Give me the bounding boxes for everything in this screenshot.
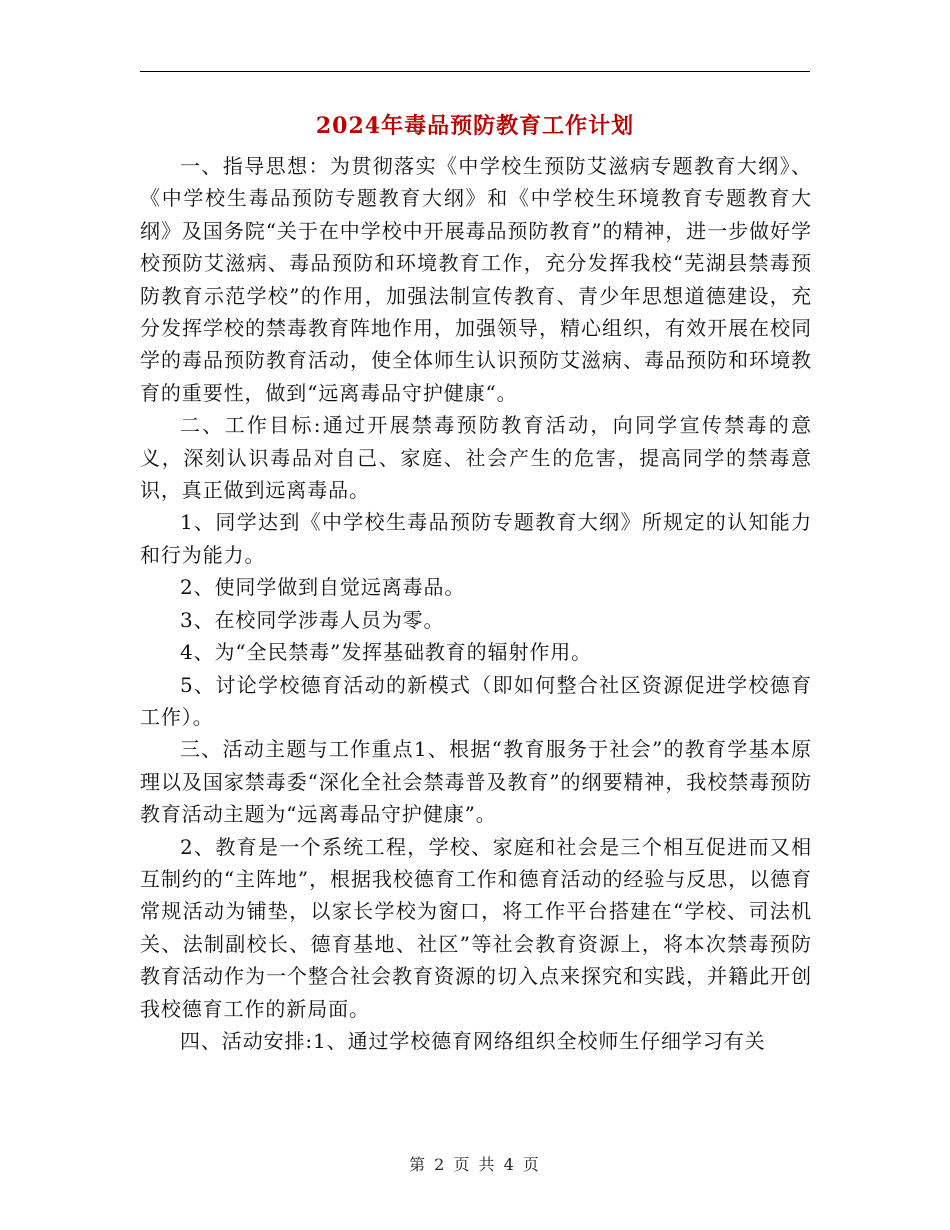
paragraph-goal-4: 4、为“全民禁毒”发挥基础教育的辐射作用。 xyxy=(180,640,593,665)
paragraph-system-engineering: 2、教育是一个系统工程，学校、家庭和社会是三个相互促进而又相互制约的“主阵地”，根据我校德育工作和德育活动的经验与反思，以德育常规活动为铺垫，以家长学校为窗口，将工作平台搭建在“学校、司法机关、法制副校长、德育基地、社区”等社会教育资源上，将本次禁毒预防教育活动作为一个整合社会教育资源的切入点来探究和实践，并籍此开创我校德育工作的新局面。 xyxy=(140,834,812,1021)
document-title: 2024年毒品预防教育工作计划 xyxy=(315,113,635,139)
header-rule xyxy=(140,71,810,72)
document-body xyxy=(140,150,812,1057)
paragraph-goal-3: 3、在校同学涉毒人员为零。 xyxy=(180,607,445,632)
paragraph-goal-1: 1、同学达到《中学校生毒品预防专题教育大纲》所规定的认知能力和行为能力。 xyxy=(140,510,812,567)
paragraph-goal-5: 5、讨论学校德育活动的新模式（即如何整合社区资源促进学校德育工作）。 xyxy=(140,672,812,729)
paragraph-guiding-thought: 一、指导思想：为贯彻落实《中学校生预防艾滋病专题教育大纲》、《中学校生毒品预防专题教育大纲》和《中学校生环境教育专题教育大纲》及国务院“关于在中学校中开展毒品预防教育”的精神，进一步做好学校预防艾滋病、毒品预防和环境教育工作，充分发挥我校“芜湖县禁毒预防教育示范学校”的作用，加强法制宣传教育、青少年思想道德建设，充分发挥学校的禁毒教育阵地作用，加强领导，精心组织，有效开展在校同学的毒品预防教育活动，使全体师生认识预防艾滋病、毒品预防和环境教育的重要性，做到“远离毒品守护健康“。 xyxy=(140,154,812,405)
paragraph-goal-2: 2、使同学做到自觉远离毒品。 xyxy=(180,575,466,600)
page-number-footer: 第 2 页 共 4 页 xyxy=(409,1155,541,1174)
paragraph-work-goal: 二、工作目标:通过开展禁毒预防教育活动，向同学宣传禁毒的意义，深刻认识毒品对自己、家庭、社会产生的危害，提高同学的禁毒意识，真正做到远离毒品。 xyxy=(140,413,812,503)
paragraph-theme-focus: 三、活动主题与工作重点1、根据“教育服务于社会”的教育学基本原理以及国家禁毒委“深化全社会禁毒普及教育”的纲要精神，我校禁毒预防教育活动主题为“远离毒品守护健康”。 xyxy=(140,737,812,827)
paragraph-activity-arrangement: 四、活动安排:1、通过学校德育网络组织全校师生仔细学习有关 xyxy=(180,1028,766,1053)
